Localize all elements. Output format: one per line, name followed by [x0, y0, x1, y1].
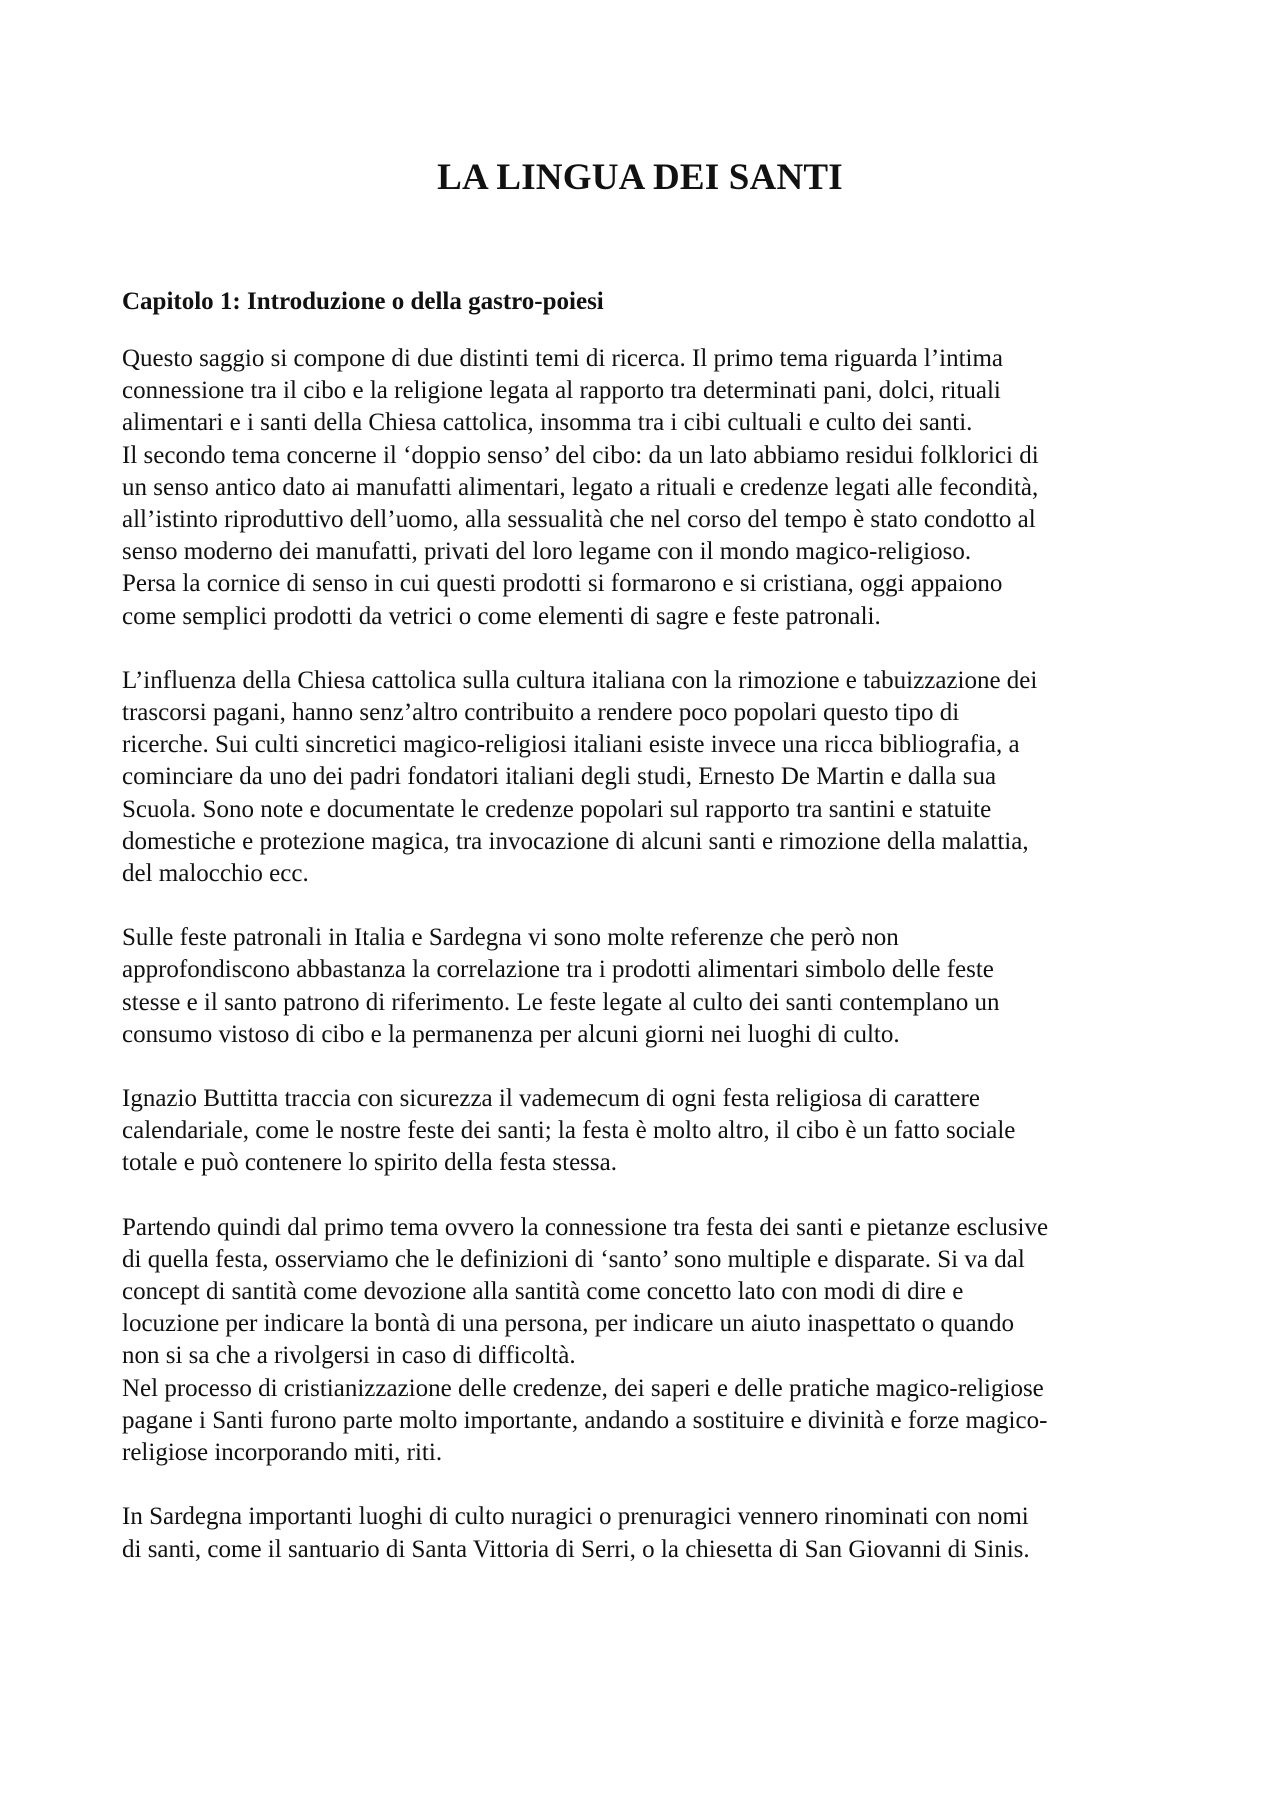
text-line: Partendo quindi dal primo tema ovvero la connessione tra festa dei santi e pietanze esclusive [122, 1213, 1049, 1241]
text-line: pagane i Santi furono parte molto importante, andando a sostituire e divinità e forze magico- [122, 1406, 1048, 1434]
text-line: come semplici prodotti da vetrici o come elementi di sagre e feste patronali. [122, 602, 881, 630]
text-line: Nel processo di cristianizzazione delle credenze, dei saperi e delle pratiche magico-religiose [122, 1374, 1044, 1402]
text-line: stesse e il santo patrono di riferimento. Le feste legate al culto dei santi contemplano un [122, 988, 1000, 1016]
document-body [122, 285, 1182, 1566]
text-line: trascorsi pagani, hanno senz’altro contribuito a rendere poco popolari questo tipo di [122, 699, 960, 727]
text-line: concept di santità come devozione alla santità come concetto lato con modi di dire e [122, 1278, 964, 1306]
document-title: LA LINGUA DEI SANTI [437, 157, 843, 198]
chapter-heading: Capitolo 1: Introduzione o della gastro-poiesi [122, 288, 604, 315]
text-line: Persa la cornice di senso in cui questi prodotti si formarono e si cristiana, oggi appaiono [122, 570, 1003, 598]
text-line: religiose incorporando miti, riti. [122, 1439, 443, 1467]
text-line: approfondiscono abbastanza la correlazione tra i prodotti alimentari simbolo delle feste [122, 956, 994, 984]
text-line: locuzione per indicare la bontà di una persona, per indicare un aiuto inaspettato o quando [122, 1310, 1015, 1338]
text-line: non si sa che a rivolgersi in caso di difficoltà. [122, 1342, 576, 1370]
paragraph-2 [122, 665, 1182, 890]
text-line: calendariale, come le nostre feste dei santi; la festa è molto altro, il cibo è un fatto sociale [122, 1117, 1016, 1145]
paragraph-4 [122, 1083, 1182, 1180]
text-line: consumo vistoso di cibo e la permanenza per alcuni giorni nei luoghi di culto. [122, 1020, 900, 1048]
paragraph-6 [122, 1501, 1182, 1565]
text-line: Il secondo tema concerne il ‘doppio senso’ del cibo: da un lato abbiamo residui folklorici di [122, 441, 1039, 469]
text-line: Ignazio Buttitta traccia con sicurezza il vademecum di ogni festa religiosa di carattere [122, 1085, 980, 1113]
text-line: domestiche e protezione magica, tra invocazione di alcuni santi e rimozione della malattia, [122, 827, 1029, 855]
paragraph-3 [122, 922, 1182, 1051]
text-line: L’influenza della Chiesa cattolica sulla cultura italiana con la rimozione e tabuizzazione dei [122, 666, 1038, 694]
text-line: del malocchio ecc. [122, 860, 309, 888]
text-line: ricerche. Sui culti sincretici magico-religiosi italiani esiste invece una ricca bibliografia, a [122, 731, 1020, 759]
text-line: all’istinto riproduttivo dell’uomo, alla sessualità che nel corso del tempo è stato condotto al [122, 506, 1036, 534]
text-line: Questo saggio si compone di due distinti temi di ricerca. Il primo tema riguarda l’intima [122, 345, 1004, 372]
text-line: di quella festa, osserviamo che le definizioni di ‘santo’ sono multiple e disparate. Si va dal [122, 1245, 1025, 1273]
text-line: senso moderno dei manufatti, privati del loro legame con il mondo magico-religioso. [122, 538, 972, 566]
text-line: Sulle feste patronali in Italia e Sardegna vi sono molte referenze che però non [122, 924, 899, 952]
paragraph-1 [122, 343, 1182, 633]
text-line: totale e può contenere lo spirito della festa stessa. [122, 1149, 617, 1177]
text-line: Scuola. Sono note e documentate le credenze popolari sul rapporto tra santini e statuite [122, 795, 992, 823]
text-line: connessione tra il cibo e la religione legata al rapporto tra determinati pani, dolci, rituali [122, 377, 1001, 405]
text-line: In Sardegna importanti luoghi di culto nuragici o prenuragici vennero rinominati con nomi [122, 1503, 1029, 1531]
text-line: di santi, come il santuario di Santa Vittoria di Serri, o la chiesetta di San Giovanni di Sinis. [122, 1535, 1030, 1563]
text-line: alimentari e i santi della Chiesa cattolica, insomma tra i cibi cultuali e culto dei santi. [122, 409, 973, 437]
paragraph-5 [122, 1212, 1182, 1470]
text-line: cominciare da uno dei padri fondatori italiani degli studi, Ernesto De Martin e dalla sua [122, 763, 997, 791]
text-line: un senso antico dato ai manufatti alimentari, legato a rituali e credenze legati alle fecondità, [122, 473, 1039, 501]
